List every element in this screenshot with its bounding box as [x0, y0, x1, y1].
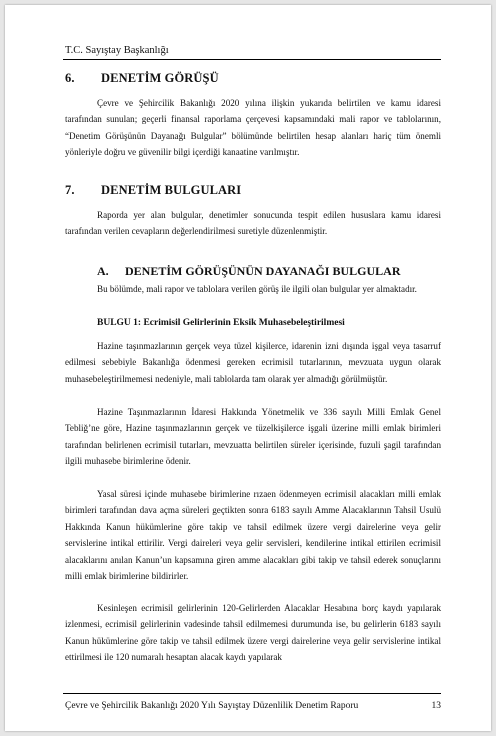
page-footer — [65, 701, 441, 711]
subsection-a-letter: A. — [97, 264, 109, 278]
document-page — [5, 5, 491, 731]
section-7-title: DENETİM BULGULARI — [101, 183, 242, 197]
finding-1-paragraph-1: Hazine taşınmazlarının gerçek veya tüzel kişilerce, idarenin izni dışında işgal veya tasarruf edilmesi sebebiyle Bakanlığa ödenmesi gereken ecrimisil tutarlarının, mevzuata uygun olarak muhasebeleştirilmemesi nedeniyle, mali tablolarda tam olarak yer almadığı görülmüştür. — [65, 341, 441, 384]
subsection-a-intro: Bu bölümde, mali rapor ve tablolara verilen görüş ile ilgili olan bulgular yer almaktadır. — [97, 284, 417, 294]
finding-1-title: BULGU 1: Ecrimisil Gelirlerinin Eksik Muhasebeleştirilmesi — [97, 318, 345, 328]
subsection-a-title: DENETİM GÖRÜŞÜNÜN DAYANAĞI BULGULAR — [125, 264, 401, 278]
footer-report-title: Çevre ve Şehircilik Bakanlığı 2020 Yılı Sayıştay Düzenlilik Denetim Raporu — [65, 701, 359, 711]
finding-1-paragraph-2: Hazine Taşınmazlarının İdaresi Hakkında Yönetmelik ve 336 sayılı Milli Emlak Genel Tebliğ’ne göre, Hazine taşınmazlarının gerçek ve tüzelkişilerce işgali üzerine milli emlak birimleri tarafından belirlenen ecrimisil tutarları, mevzuatta belirtilen süreler içerisinde, fuzuli şagil tarafından ilgili muhasebe birimlerine ödenir. — [65, 407, 441, 467]
section-6-heading — [65, 71, 219, 86]
page-header: T.C. Sayıştay Başkanlığı — [65, 45, 169, 56]
header-rule — [63, 59, 441, 60]
finding-1-paragraph-3: Yasal süresi içinde muhasebe birimlerine rızaen ödenmeyen ecrimisil alacakları milli emlak birimleri tarafından dava açma süreleri geçtikten sonra 6183 sayılı Amme Alacaklarının Tahsil Usulü Hakkında Kanun hükümlerine göre takip ve tahsil edilmek üzere vergi dairelerine veya gelir servislerine intikal ettirilir. Vergi daireleri veya gelir servisleri, kendilerine intikal ettirilen ecrimisil alacaklarını anılan Kanun’un kapsamına giren amme alacakları gibi takip ve tahsil ederek sonuçlarını milli emlak birimlerine bildirirler. — [65, 489, 441, 582]
section-6-title: DENETİM GÖRÜŞÜ — [101, 71, 219, 85]
page-number: 13 — [431, 701, 441, 711]
section-7-number: 7. — [65, 183, 75, 197]
subsection-a-heading — [97, 264, 400, 279]
footer-rule — [63, 693, 441, 694]
section-7-heading — [65, 183, 241, 198]
section-7-paragraph: Raporda yer alan bulgular, denetimler sonucunda tespit edilen hususlara kamu idaresi tarafından verilen cevapların değerlendirilmesi suretiyle düzenlenmiştir. — [65, 210, 441, 237]
finding-1-paragraph-4: Kesinleşen ecrimisil gelirlerinin 120-Gelirlerden Alacaklar Hesabına borç kaydı yapılarak izlenmesi, ecrimisil gelirlerinin vadesinde tahsil edilmemesi durumunda ise, bu gelirlerin 6183 sayılı Kanun hükümlerine göre takip ve tahsil edilmek üzere vergi dairelerine veya gelir servislerine intikal ettirilmesi ile 120 numaralı hesaptan alacak kaydı yapılarak — [65, 603, 441, 663]
section-6-number: 6. — [65, 71, 75, 85]
section-6-paragraph: Çevre ve Şehircilik Bakanlığı 2020 yılına ilişkin yukarıda belirtilen ve kamu idaresi tarafından sunulan; geçerli finansal raporlama çerçevesi kapsamındaki mali rapor ve tablolarının, “Denetim Görüşünün Dayanağı Bulgular” bölümünde belirtilen hesap alanları hariç tüm önemli yönleriyle doğru ve güvenilir bilgi içerdiği kanaatine varılmıştır. — [65, 98, 441, 158]
